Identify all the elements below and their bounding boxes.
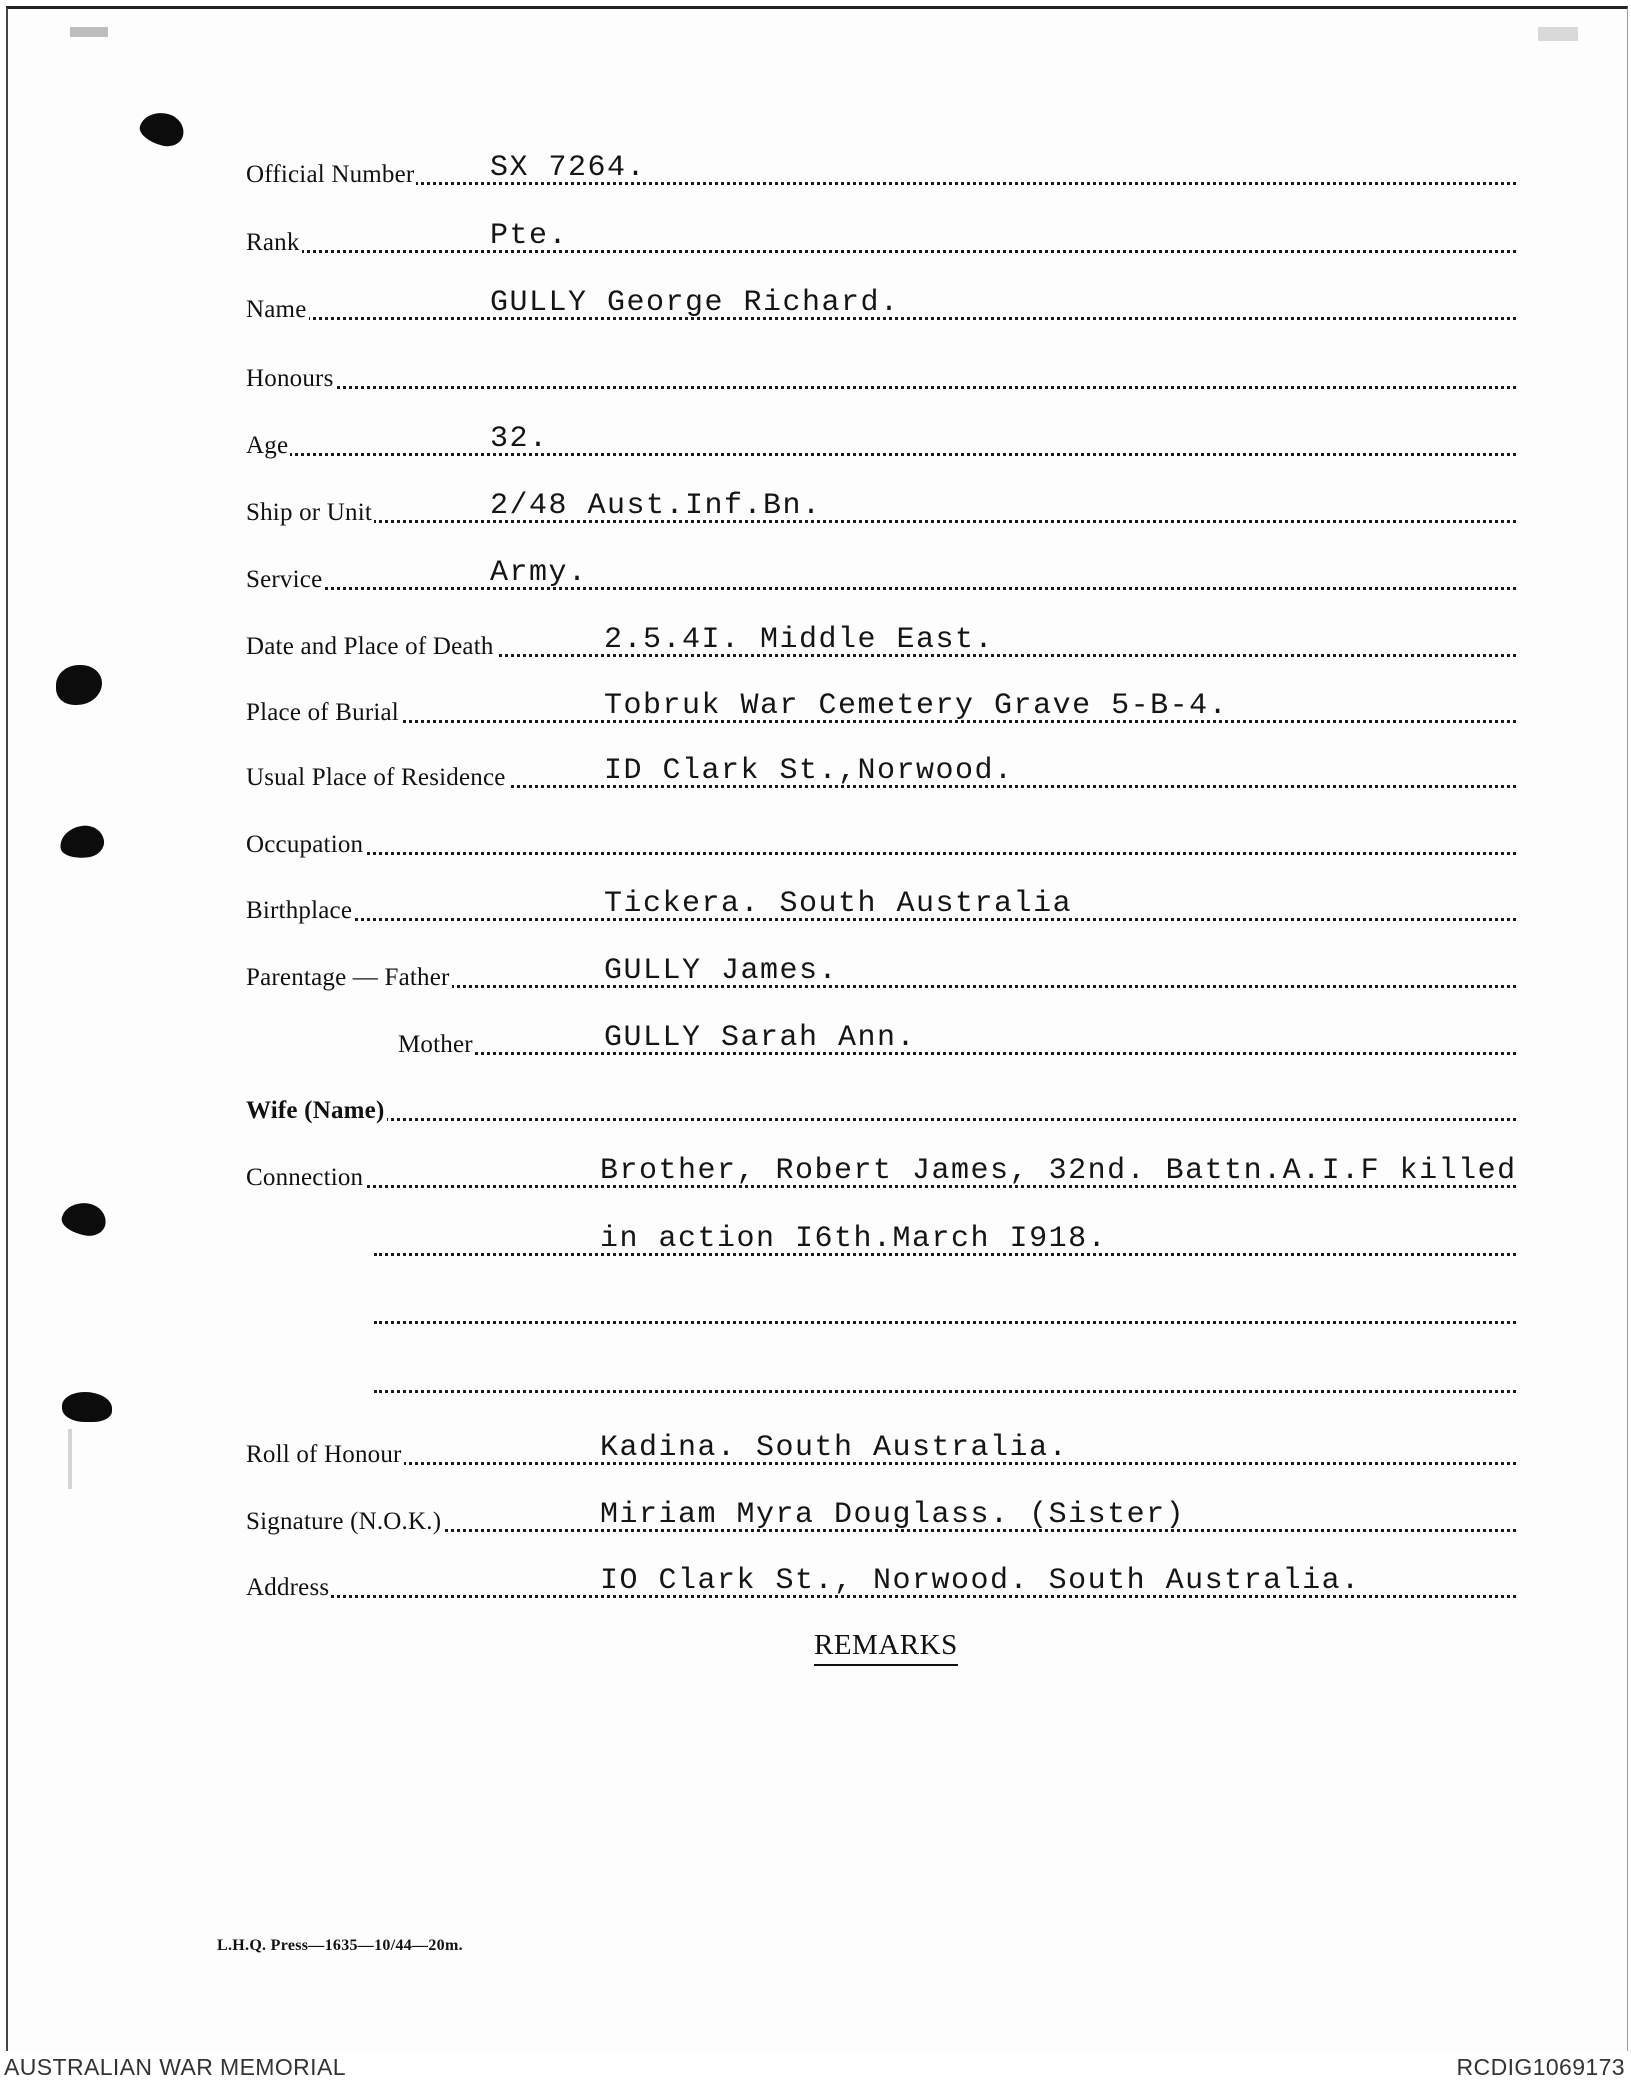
field-label: Address [246, 1574, 330, 1601]
field-value: Army. [490, 556, 588, 590]
field-value: 32. [490, 422, 549, 456]
field-father [246, 954, 1516, 994]
record-card [6, 6, 1628, 2051]
field-label: Rank [246, 229, 300, 256]
punch-hole-icon [56, 665, 102, 705]
punch-hole-icon [60, 1199, 109, 1238]
field-place-of-burial [246, 689, 1516, 729]
dotted-rule [246, 182, 1516, 185]
field-rank [246, 219, 1516, 259]
dotted-rule [246, 386, 1516, 389]
field-label: Mother [398, 1031, 473, 1058]
dotted-rule [246, 250, 1516, 253]
dotted-rule [398, 1052, 1516, 1055]
field-age [246, 422, 1516, 462]
field-value: Brother, Robert James, 32nd. Battn.A.I.F killed [600, 1154, 1517, 1188]
punch-hole-icon [58, 823, 106, 861]
scan-speck [68, 1429, 72, 1489]
field-value: SX 7264. [490, 151, 647, 185]
field-name [246, 286, 1516, 326]
field-label: Connection [246, 1164, 364, 1191]
field-honours [246, 355, 1516, 395]
field-wife-name [246, 1087, 1516, 1127]
archive-footer [0, 2054, 1631, 2082]
field-value: Tickera. South Australia [604, 887, 1073, 921]
field-connection-line-4 [374, 1359, 1516, 1399]
record-id: RCDIG1069173 [1456, 2054, 1625, 2080]
dotted-rule [246, 453, 1516, 456]
field-value: Kadina. South Australia. [600, 1431, 1069, 1465]
field-label: Wife (Name) [246, 1097, 385, 1124]
field-value: 2.5.4I. Middle East. [604, 623, 995, 657]
field-connection-line-2 [374, 1222, 1516, 1262]
field-label: Official Number [246, 161, 415, 188]
field-label: Usual Place of Residence [246, 764, 506, 791]
dotted-rule [246, 1118, 1516, 1121]
remarks-heading: REMARKS [814, 1629, 958, 1666]
field-value: Tobruk War Cemetery Grave 5-B-4. [604, 689, 1229, 723]
field-value: GULLY James. [604, 954, 839, 988]
field-ship-or-unit [246, 489, 1516, 529]
field-label: Name [246, 296, 307, 323]
field-connection-line-3 [374, 1290, 1516, 1330]
field-label: Birthplace [246, 897, 353, 924]
field-connection [246, 1154, 1516, 1194]
field-value: GULLY Sarah Ann. [604, 1021, 917, 1055]
dotted-rule [246, 587, 1516, 590]
scan-speck [70, 27, 108, 37]
field-label: Service [246, 566, 323, 593]
field-birthplace [246, 887, 1516, 927]
field-label: Place of Burial [246, 699, 399, 726]
dotted-rule [374, 1321, 1516, 1324]
field-value: in action I6th.March I918. [600, 1222, 1108, 1256]
field-label: Signature (N.O.K.) [246, 1508, 442, 1535]
field-label: Roll of Honour [246, 1441, 402, 1468]
field-value: 2/48 Aust.Inf.Bn. [490, 489, 822, 523]
punch-hole-icon [137, 108, 187, 150]
field-value: Pte. [490, 219, 569, 253]
dotted-rule [246, 520, 1516, 523]
field-occupation [246, 821, 1516, 861]
field-mother [398, 1021, 1516, 1061]
printer-imprint: L.H.Q. Press—1635—10/44—20m. [217, 1937, 463, 1954]
field-label: Parentage — Father [246, 964, 450, 991]
field-roll-of-honour [246, 1431, 1516, 1471]
scan-speck [1538, 27, 1578, 41]
field-label: Date and Place of Death [246, 633, 494, 660]
field-official-number [246, 151, 1516, 191]
dotted-rule [374, 1390, 1516, 1393]
dotted-rule [246, 852, 1516, 855]
field-value: Miriam Myra Douglass. (Sister) [600, 1498, 1186, 1532]
field-signature-nok [246, 1498, 1516, 1538]
field-label: Honours [246, 365, 334, 392]
punch-hole-icon [62, 1392, 112, 1422]
field-usual-residence [246, 754, 1516, 794]
field-label: Ship or Unit [246, 499, 373, 526]
field-value: GULLY George Richard. [490, 286, 900, 320]
field-label: Occupation [246, 831, 364, 858]
field-value: IO Clark St., Norwood. South Australia. [600, 1564, 1361, 1598]
institution-name: AUSTRALIAN WAR MEMORIAL [4, 2054, 346, 2080]
field-date-place-of-death [246, 623, 1516, 663]
field-service [246, 556, 1516, 596]
field-address [246, 1564, 1516, 1604]
field-value: ID Clark St.,Norwood. [604, 754, 1014, 788]
field-label: Age [246, 432, 289, 459]
